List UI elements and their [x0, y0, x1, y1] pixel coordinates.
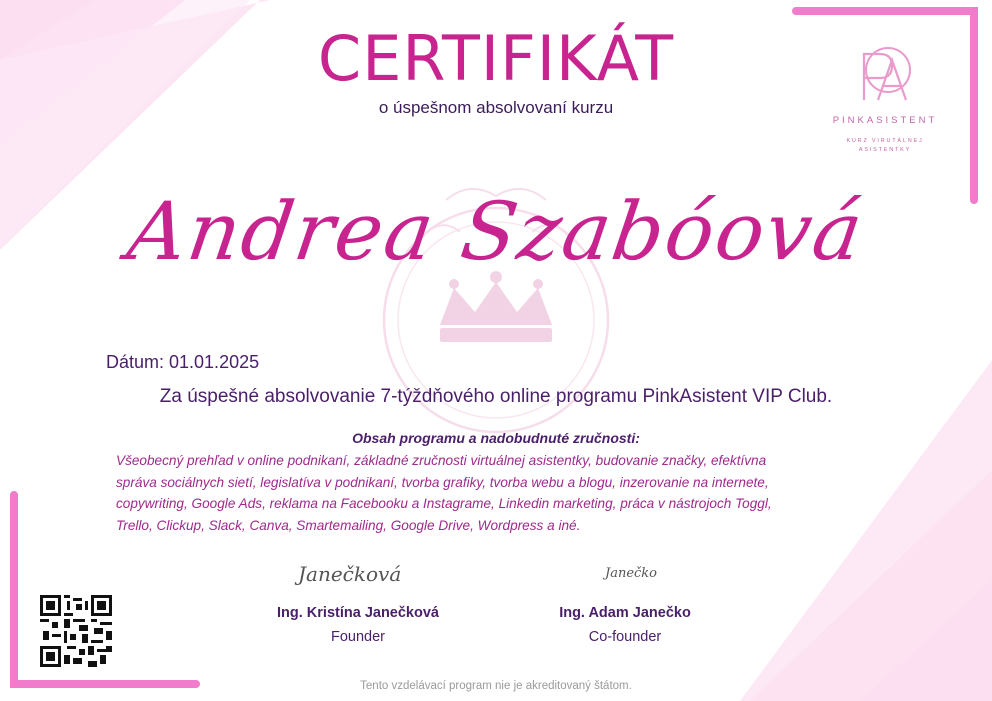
certificate-title: CERTIFIKÁT [317, 22, 675, 95]
program-content-line: Trello, Clickup, Slack, Canva, Smartemailing, Google Drive, Wordpress a iné. [116, 517, 581, 533]
signature-founder: Janečková [298, 562, 402, 586]
completion-statement: Za úspešné absolvovanie 7-týždňového online programu PinkAsistent VIP Club. [159, 386, 833, 407]
brand-tagline [825, 137, 945, 155]
signature-cofounder: Janečko [605, 566, 658, 581]
program-content-line: Všeobecný prehľad v online podnikaní, základné zručnosti virtuálnej asistentky, budovanie značky, efektívna [116, 453, 767, 468]
recipient-name: Andrea Szabóová [122, 185, 870, 278]
cofounder-role: Co-founder [588, 629, 662, 645]
certificate-subtitle: o úspešnom absolvovaní kurzu [378, 98, 614, 117]
brand-name: PINKASISTENT [832, 115, 938, 126]
program-content-heading: Obsah programu a nadobudnuté zručnosti: [352, 430, 640, 446]
brand-tagline-line2: ASISTENTKY [858, 147, 912, 153]
qr-code-icon [40, 595, 112, 667]
founder-name: Ing. Kristína Janečková [277, 605, 439, 621]
cofounder-name: Ing. Adam Janečko [559, 605, 691, 621]
program-content-line: copywriting, Google Ads, reklama na Facebooku a Instagrame, Linkedin marketing, práca v nástrojoch Toggl, [116, 496, 772, 511]
program-content-text [116, 450, 886, 536]
founder-role: Founder [330, 629, 385, 645]
program-content-line: správa sociálnych sietí, legislatíva v podnikaní, tvorba grafiky, tvorba webu a blogu, inzerovanie na internete, [116, 474, 769, 490]
brand-tagline-line1: KURZ VIRUTÁLNEJ [846, 138, 924, 144]
accreditation-note: Tento vzdelávací program nie je akreditovaný štátom. [360, 680, 632, 692]
certificate-date: Dátum: 01.01.2025 [106, 352, 260, 372]
